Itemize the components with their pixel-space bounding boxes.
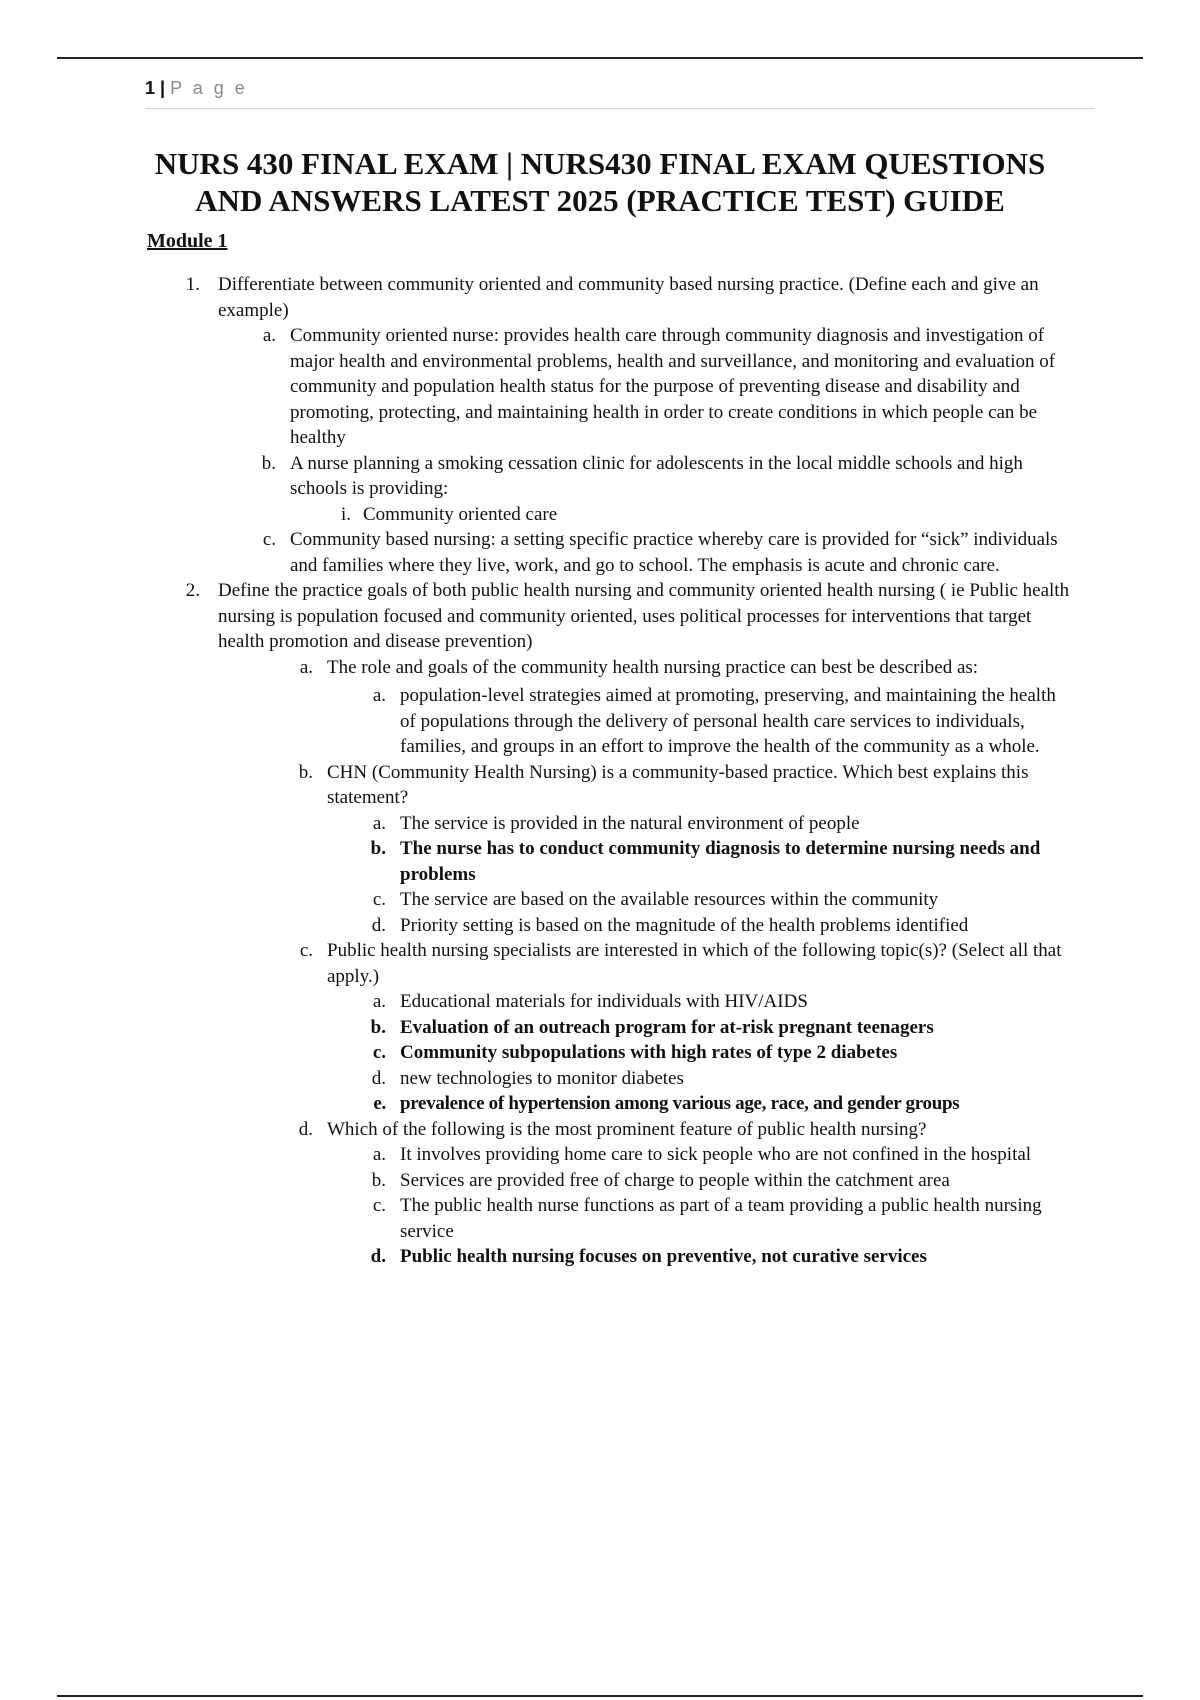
list-item [262, 527, 1075, 578]
option-text: The service are based on the available resources within the community [400, 889, 939, 910]
top-rule [57, 57, 1143, 59]
option-marker: d. [370, 1246, 386, 1267]
list-item [299, 938, 1072, 989]
question-1 [185, 272, 1078, 323]
option-marker: a. [372, 812, 386, 834]
item-text: Which of the following is the most prominent feature of public health nursing? [327, 1118, 927, 1140]
list-marker: 2. [185, 580, 200, 601]
option-marker: b. [370, 1016, 386, 1038]
option-text: The public health nurse functions as part of a team providing a public health nursing service [400, 1195, 1042, 1242]
page-number: 1 [145, 78, 156, 98]
page-header [145, 78, 1095, 109]
question-text: Differentiate between community oriented and community based nursing practice. (Define each and give an example) [218, 274, 1039, 321]
list-item [298, 760, 1072, 811]
question-2 [185, 578, 1078, 655]
option-text: It involves providing home care to sick people who are not confined in the hospital [400, 1144, 1032, 1165]
list-marker: 1. [185, 274, 200, 295]
option-text: Community subpopulations with high rates of type 2 diabetes [400, 1042, 898, 1063]
answer-option-correct [372, 1040, 1090, 1066]
option-marker: c. [372, 1042, 386, 1063]
answer-option [372, 887, 1070, 913]
bottom-rule [57, 1695, 1143, 1697]
option-text: new technologies to monitor diabetes [400, 1067, 684, 1089]
document-title: NURS 430 FINAL EXAM | NURS430 FINAL EXAM QUESTIONS AND ANSWERS LATEST 2025 (PRACTICE TEST) GUIDE [154, 146, 1046, 218]
list-marker: c. [299, 940, 313, 961]
item-text: Public health nursing specialists are interested in which of the following topic(s)? (Select all that apply.) [327, 940, 1062, 987]
list-marker: d. [298, 1118, 313, 1140]
option-marker: d. [371, 1067, 386, 1089]
list-marker: b. [261, 452, 276, 474]
item-text: A nurse planning a smoking cessation clinic for adolescents in the local middle schools and high schools is providing: [290, 452, 1023, 499]
answer-option-correct [370, 1244, 1090, 1270]
document-body [0, 270, 1200, 1270]
answer-option [371, 913, 1090, 939]
item-text: CHN (Community Health Nursing) is a community-based practice. Which best explains this statement? [327, 761, 1029, 808]
list-item [298, 1117, 1087, 1143]
option-text: Educational materials for individuals with HIV/AIDS [400, 991, 808, 1012]
list-marker: a. [372, 685, 386, 706]
item-text: Community based nursing: a setting specific practice whereby care is provided for “sick” individuals and families where they live, work, and go to school. The emphasis is acute and chronic care. [290, 529, 1058, 576]
question-text: Define the practice goals of both public health nursing and community oriented health nursing ( ie Public health nursing is population focused and community oriented, uses political processes for interventions that target health promotion and disease prevention) [218, 580, 1070, 652]
list-marker: i. [340, 503, 351, 525]
list-marker: b. [298, 761, 313, 783]
list-marker: c. [262, 529, 276, 550]
answer-option [372, 1193, 1090, 1244]
option-text: Priority setting is based on the magnitude of the health problems identified [400, 914, 969, 936]
answer-option [371, 1066, 1090, 1092]
option-marker: c. [372, 889, 386, 910]
list-marker: a. [299, 656, 313, 678]
item-text: Community oriented care [363, 503, 558, 525]
list-item [261, 451, 1075, 502]
option-text: Evaluation of an outreach program for at-risk pregnant teenagers [400, 1016, 934, 1038]
page-label: P a g e [170, 78, 248, 98]
answer-option [371, 1168, 1090, 1194]
page-separator: | [160, 78, 166, 98]
item-text: The role and goals of the community health nursing practice can best be described as: [327, 656, 979, 678]
module-heading: Module 1 [147, 230, 228, 252]
option-marker: c. [372, 1195, 386, 1216]
option-marker: b. [371, 1169, 386, 1191]
answer-option-correct [373, 1091, 1100, 1117]
option-text: prevalence of hypertension among various age, race, and gender groups [400, 1093, 960, 1114]
answer-option [372, 989, 1090, 1015]
option-text: The nurse has to conduct community diagnosis to determine nursing needs and problems [400, 838, 1041, 885]
option-text: Public health nursing focuses on preventive, not curative services [400, 1246, 927, 1267]
option-marker: a. [372, 1144, 386, 1165]
list-item [340, 502, 1073, 528]
option-marker: d. [371, 914, 386, 936]
option-marker: a. [372, 991, 386, 1012]
list-marker: a. [262, 325, 276, 346]
list-item [262, 323, 1075, 451]
answer-option [372, 811, 1070, 837]
answer-option-correct [370, 836, 1070, 887]
option-text: Services are provided free of charge to people within the catchment area [400, 1169, 950, 1191]
list-item [299, 655, 1072, 681]
answer-option-correct [370, 1015, 1090, 1041]
item-text: Community oriented nurse: provides health care through community diagnosis and investigation of major health and environmental problems, health and surveillance, and monitoring and evaluation of community and population health status for the purpose of preventing disease and disability and promoting, protecting, and maintaining health in order to create conditions in which people can be healthy [290, 325, 1056, 448]
answer-option [372, 1142, 1070, 1168]
list-item [372, 683, 1068, 760]
option-text: The service is provided in the natural environment of people [400, 812, 860, 834]
item-text: population-level strategies aimed at promoting, preserving, and maintaining the health of populations through the delivery of personal health care services to individuals, families, and groups in an effort to improve the health of the community as a whole. [400, 685, 1056, 757]
option-marker: b. [370, 838, 386, 859]
option-marker: e. [373, 1093, 386, 1114]
